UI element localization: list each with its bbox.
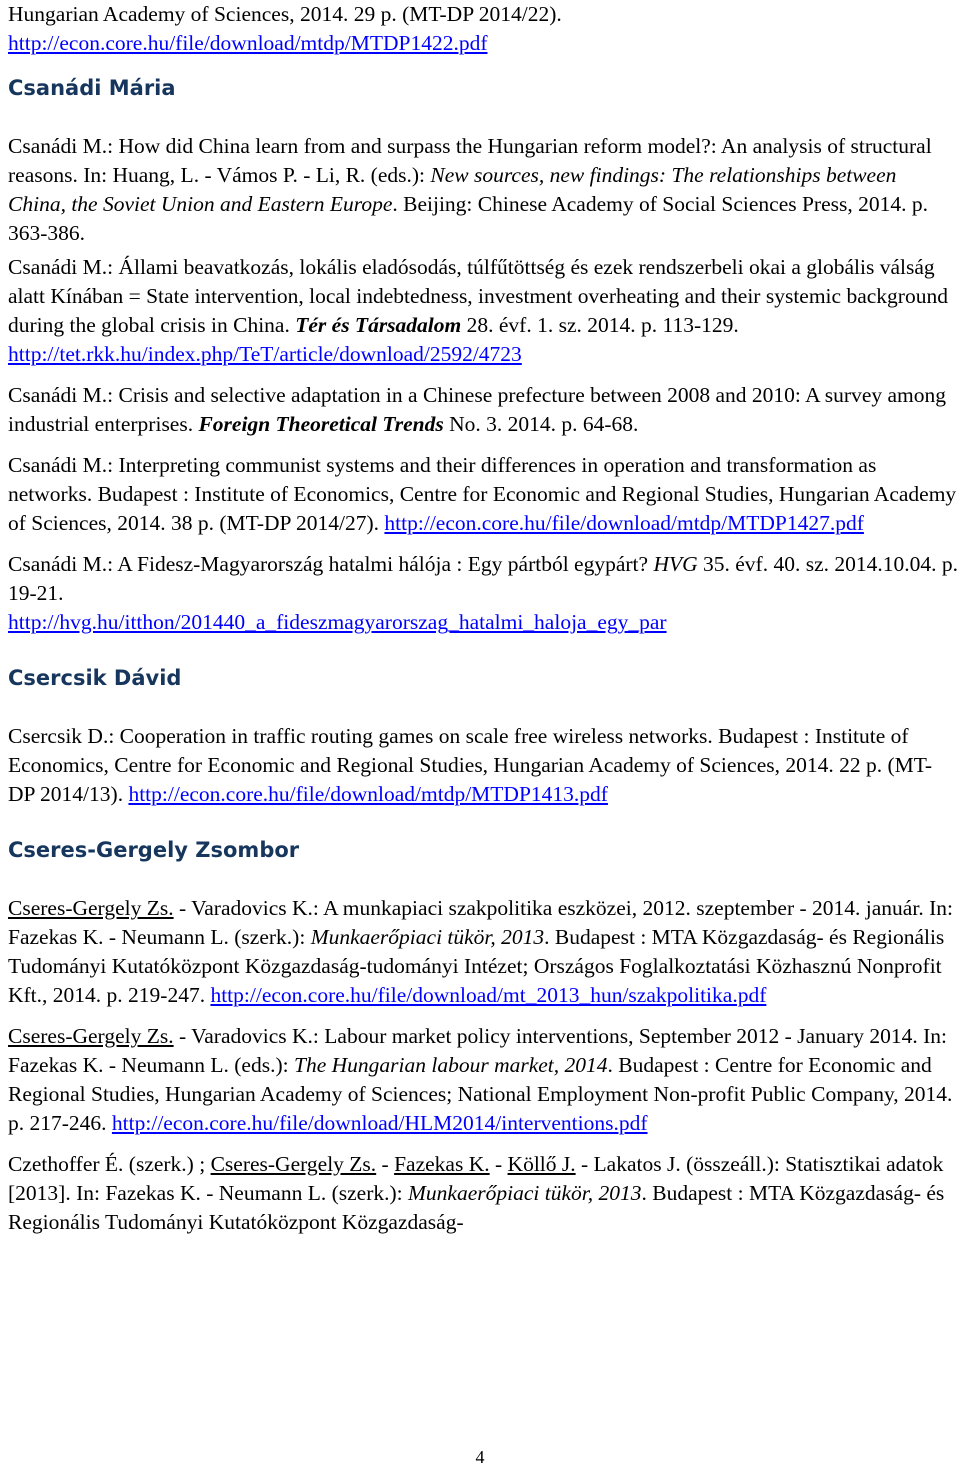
author-link[interactable]: Fazekas K. — [394, 1152, 490, 1176]
reference-link[interactable]: http://hvg.hu/itthon/201440_a_fideszmagyarorszag_hatalmi_haloja_egy_par — [8, 610, 667, 634]
author-link[interactable]: Cseres-Gergely Zs. — [8, 1024, 174, 1048]
journal-title: HVG — [653, 552, 698, 576]
entry-text: . Budapest : MTA Közgazdaság- és Regionális Tudományi Kutatóközpont Közgazdaság-tudományi Intézet; Országos Foglalkoztatási Közhasznú Nonprofit Kft., 2014. p. 219-247. — [8, 925, 945, 1007]
author-link[interactable]: Cseres-Gergely Zs. — [210, 1152, 377, 1176]
entry-text: Csanádi M.: A Fidesz-Magyarország hatalmi hálója : Egy pártból egypárt? — [8, 552, 654, 576]
author-heading: Csanádi Mária — [8, 76, 176, 100]
reference-entry — [8, 894, 958, 1010]
reference-link[interactable]: http://econ.core.hu/file/download/mtdp/MTDP1422.pdf — [8, 31, 488, 55]
entry-text: No. 3. 2014. p. 64-68. — [443, 412, 639, 436]
author-heading: Cseres-Gergely Zsombor — [8, 838, 300, 862]
entry-text: - Lakatos J. (összeáll.): Statisztikai adatok [2013]. In: Fazekas K. - Neumann L. (szerk.): — [8, 1152, 944, 1205]
entry-text: Csanádi M.: How did China learn from and surpass the Hungarian reform model?: An analysis of structural reasons. In: Huang, L. - Vámos P. - Li, R. (eds.): — [8, 134, 932, 187]
reference-entry — [8, 1150, 958, 1237]
entry-text: Csanádi M.: Interpreting communist systems and their differences in operation and transformation as networks. Budapest : Institute of Economics, Centre for Economic and Regional Studies, Hungarian Academy of Sciences, 2014. 38 p. (MT-DP 2014/27). — [8, 453, 957, 535]
page-number: 4 — [475, 1447, 485, 1467]
reference-link[interactable]: http://econ.core.hu/file/download/mtdp/MTDP1427.pdf — [384, 511, 864, 535]
reference-link[interactable]: http://econ.core.hu/file/download/HLM2014/interventions.pdf — [111, 1111, 648, 1135]
reference-entry — [8, 381, 958, 439]
reference-entry — [8, 132, 958, 248]
book-title: The Hungarian labour market, 2014 — [293, 1053, 608, 1077]
entry-text: Csercsik D.: Cooperation in traffic routing games on scale free wireless networks. Budapest : Institute of Economics, Centre for Economic and Regional Studies, Hungarian Academy of Sciences, 2014. 22 p. (MT-DP 2014/13). — [8, 724, 933, 806]
book-title: Munkaerőpiaci tükör, 2013 — [408, 1181, 642, 1205]
entry-text: - Varadovics K.: A munkapiaci szakpolitika eszközei, 2012. szeptember - 2014. január. In: Fazekas K. - Neumann L. (szerk.): — [8, 896, 953, 949]
entry-text: . Budapest : MTA Közgazdaság- és Regionális Tudományi Kutatóközpont Közgazdaság- — [8, 1181, 945, 1234]
entry-text: . Beijing: Chinese Academy of Social Sciences Press, 2014. p. 363-386. — [8, 192, 928, 245]
journal-title: Tér és Társadalom — [295, 313, 462, 337]
reference-link[interactable]: http://econ.core.hu/file/download/mtdp/MTDP1413.pdf — [128, 782, 608, 806]
reference-entry — [8, 722, 958, 809]
journal-title: Foreign Theoretical Trends — [198, 412, 444, 436]
reference-link[interactable]: http://tet.rkk.hu/index.php/TeT/article/download/2592/4723 — [8, 342, 522, 366]
entry-text: 35. évf. 40. sz. 2014.10.04. p. 19-21. — [8, 552, 958, 605]
author-heading: Csercsik Dávid — [8, 666, 182, 690]
reference-entry — [8, 253, 958, 369]
entry-text: Czethoffer É. (szerk.) ; — [8, 1152, 211, 1176]
document-page — [8, 0, 958, 1237]
author-link[interactable]: Köllő J. — [507, 1152, 576, 1176]
entry-text: Csanádi M.: Crisis and selective adaptation in a Chinese prefecture between 2008 and 2010: A survey among industrial enterprises. — [8, 383, 947, 436]
reference-link[interactable]: http://econ.core.hu/file/download/mt_2013_hun/szakpolitika.pdf — [210, 983, 767, 1007]
entry-text: - — [376, 1152, 395, 1176]
reference-entry — [8, 0, 958, 58]
entry-text: - Varadovics K.: Labour market policy interventions, September 2012 - January 2014. In: Fazekas K. - Neumann L. (eds.): — [8, 1024, 948, 1077]
reference-entry — [8, 550, 958, 637]
author-link[interactable]: Cseres-Gergely Zs. — [8, 896, 174, 920]
book-title: New sources, new findings: The relationships between China, the Soviet Union and Eastern Europe — [8, 163, 897, 216]
entry-text: Csanádi M.: Állami beavatkozás, lokális eladósodás, túlfűtöttség és ezek rendszerbeli okai a globális válság alatt Kínában = State intervention, local indebtedness, investment overheating and their systemic background during the global crisis in China. — [8, 255, 948, 337]
entry-text: . Budapest : Centre for Economic and Regional Studies, Hungarian Academy of Sciences; National Employment Non-profit Public Company, 2014. p. 217-246. — [8, 1053, 953, 1135]
reference-entry — [8, 451, 958, 538]
entry-text: 28. évf. 1. sz. 2014. p. 113-129. — [461, 313, 739, 337]
entry-text: - — [489, 1152, 508, 1176]
entry-text: Hungarian Academy of Sciences, 2014. 29 p. (MT-DP 2014/22). — [8, 2, 562, 26]
book-title: Munkaerőpiaci tükör, 2013 — [310, 925, 545, 949]
reference-entry — [8, 1022, 958, 1138]
